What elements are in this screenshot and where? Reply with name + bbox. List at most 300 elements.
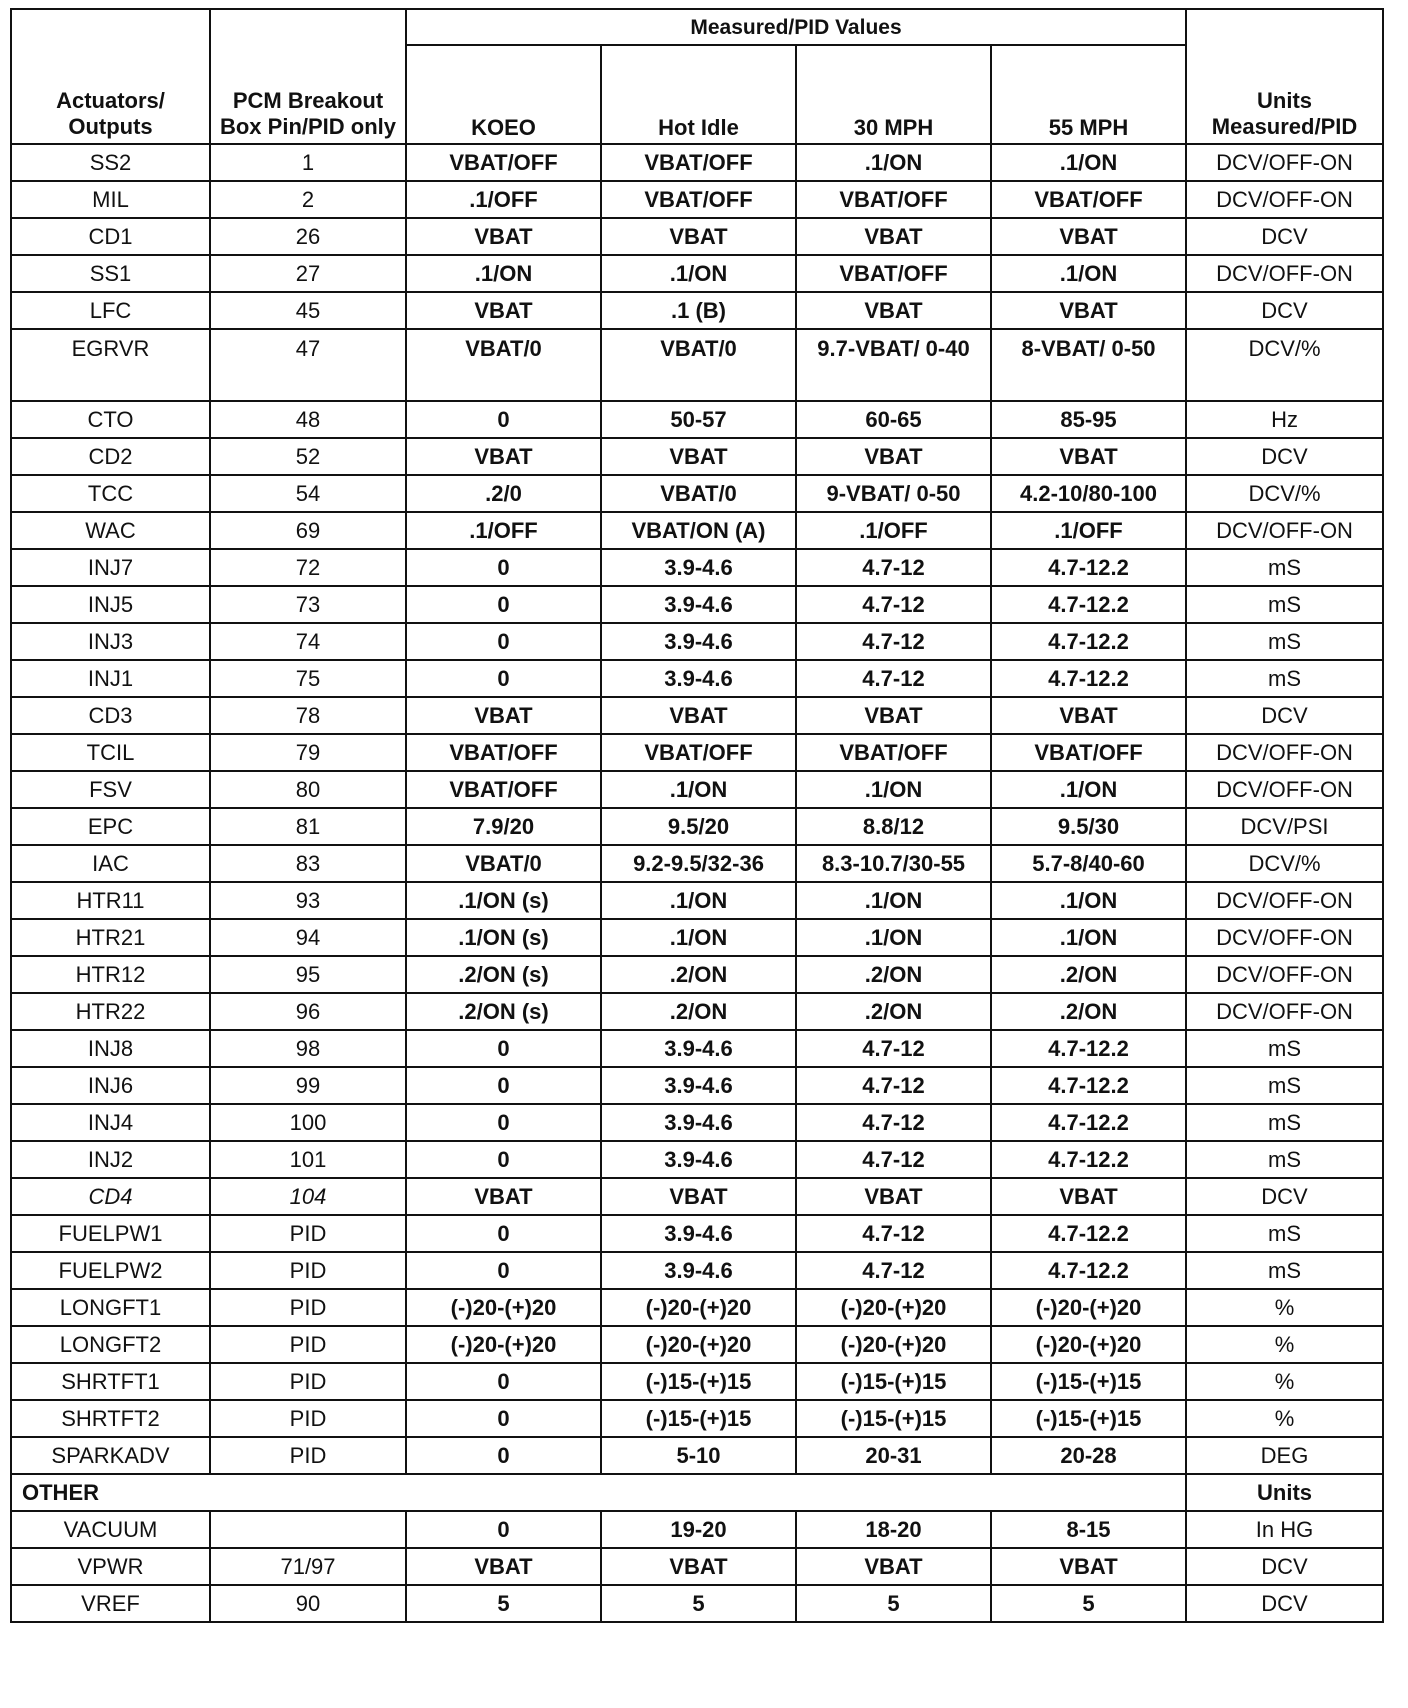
koeo-value: (-)20-(+)20: [406, 1289, 601, 1326]
pin-number: 95: [210, 956, 406, 993]
pin-number: 2: [210, 181, 406, 218]
actuator-name: INJ5: [11, 586, 210, 623]
hot-idle-value: VBAT: [601, 438, 796, 475]
55-mph-value: .1/OFF: [991, 512, 1186, 549]
units-value: mS: [1186, 1215, 1383, 1252]
55-mph-value: 4.2-10/80-100: [991, 475, 1186, 512]
actuator-name: INJ4: [11, 1104, 210, 1141]
actuator-name: CD1: [11, 218, 210, 255]
header-30-mph: 30 MPH: [796, 45, 991, 144]
hot-idle-value: 9.5/20: [601, 808, 796, 845]
30-mph-value: 4.7-12: [796, 586, 991, 623]
hot-idle-value: .1/ON: [601, 919, 796, 956]
55-mph-value: (-)20-(+)20: [991, 1289, 1186, 1326]
pin-number: PID: [210, 1326, 406, 1363]
actuator-name: CD3: [11, 697, 210, 734]
55-mph-value: VBAT: [991, 438, 1186, 475]
30-mph-value: VBAT/OFF: [796, 734, 991, 771]
hot-idle-value: (-)15-(+)15: [601, 1363, 796, 1400]
55-mph-value: VBAT: [991, 1548, 1186, 1585]
hot-idle-value: (-)20-(+)20: [601, 1289, 796, 1326]
actuator-name: INJ7: [11, 549, 210, 586]
55-mph-value: .1/ON: [991, 882, 1186, 919]
koeo-value: VBAT: [406, 292, 601, 329]
actuator-name: LFC: [11, 292, 210, 329]
actuator-name: TCIL: [11, 734, 210, 771]
hot-idle-value: 19-20: [601, 1511, 796, 1548]
30-mph-value: VBAT: [796, 1548, 991, 1585]
30-mph-value: .1/ON: [796, 882, 991, 919]
pin-number: 90: [210, 1585, 406, 1622]
actuator-name: LONGFT2: [11, 1326, 210, 1363]
koeo-value: 0: [406, 1104, 601, 1141]
header-hot-idle: Hot Idle: [601, 45, 796, 144]
koeo-value: 0: [406, 1400, 601, 1437]
other-header-row: [11, 1474, 1383, 1511]
units-value: %: [1186, 1363, 1383, 1400]
table-row: [11, 329, 1383, 401]
table-row: [11, 1437, 1383, 1474]
30-mph-value: .1/OFF: [796, 512, 991, 549]
units-value: %: [1186, 1289, 1383, 1326]
pin-number: 27: [210, 255, 406, 292]
units-value: mS: [1186, 1104, 1383, 1141]
table-row: [11, 1215, 1383, 1252]
55-mph-value: 5.7-8/40-60: [991, 845, 1186, 882]
units-value: DCV/PSI: [1186, 808, 1383, 845]
55-mph-value: 4.7-12.2: [991, 1252, 1186, 1289]
actuator-name: INJ2: [11, 1141, 210, 1178]
table-row: [11, 660, 1383, 697]
55-mph-value: VBAT: [991, 697, 1186, 734]
55-mph-value: .1/ON: [991, 771, 1186, 808]
hot-idle-value: VBAT/OFF: [601, 144, 796, 181]
30-mph-value: 4.7-12: [796, 549, 991, 586]
units-value: mS: [1186, 1252, 1383, 1289]
pin-number: 101: [210, 1141, 406, 1178]
hot-idle-value: .2/ON: [601, 993, 796, 1030]
koeo-value: 0: [406, 1252, 601, 1289]
30-mph-value: VBAT: [796, 697, 991, 734]
hot-idle-value: VBAT: [601, 1178, 796, 1215]
hot-idle-value: VBAT/OFF: [601, 734, 796, 771]
other-section-label: OTHER: [11, 1474, 1186, 1511]
pin-number: 48: [210, 401, 406, 438]
table-body: [11, 144, 1383, 1474]
koeo-value: (-)20-(+)20: [406, 1326, 601, 1363]
pin-number: PID: [210, 1252, 406, 1289]
koeo-value: VBAT/OFF: [406, 144, 601, 181]
koeo-value: .1/OFF: [406, 181, 601, 218]
units-value: Hz: [1186, 401, 1383, 438]
units-value: mS: [1186, 660, 1383, 697]
koeo-value: VBAT/0: [406, 845, 601, 882]
units-value: DCV/OFF-ON: [1186, 255, 1383, 292]
pin-number: 80: [210, 771, 406, 808]
actuator-name: FSV: [11, 771, 210, 808]
koeo-value: .2/ON (s): [406, 956, 601, 993]
table-row: [11, 1067, 1383, 1104]
30-mph-value: 4.7-12: [796, 623, 991, 660]
30-mph-value: (-)20-(+)20: [796, 1326, 991, 1363]
table-row: [11, 1585, 1383, 1622]
55-mph-value: 4.7-12.2: [991, 660, 1186, 697]
hot-idle-value: 3.9-4.6: [601, 660, 796, 697]
units-value: DCV/OFF-ON: [1186, 144, 1383, 181]
actuator-name: FUELPW2: [11, 1252, 210, 1289]
hot-idle-value: 3.9-4.6: [601, 623, 796, 660]
pin-number: 83: [210, 845, 406, 882]
30-mph-value: VBAT: [796, 292, 991, 329]
koeo-value: 0: [406, 1067, 601, 1104]
koeo-value: 0: [406, 1363, 601, 1400]
hot-idle-value: VBAT/OFF: [601, 181, 796, 218]
units-value: %: [1186, 1326, 1383, 1363]
30-mph-value: 8.3-10.7/30-55: [796, 845, 991, 882]
pin-number: 94: [210, 919, 406, 956]
hot-idle-value: VBAT/0: [601, 475, 796, 512]
55-mph-value: 4.7-12.2: [991, 586, 1186, 623]
table-row: [11, 1548, 1383, 1585]
actuator-name: MIL: [11, 181, 210, 218]
pin-number: 45: [210, 292, 406, 329]
pin-number: PID: [210, 1437, 406, 1474]
units-value: mS: [1186, 623, 1383, 660]
hot-idle-value: .1/ON: [601, 255, 796, 292]
actuator-name: HTR22: [11, 993, 210, 1030]
table-row: [11, 549, 1383, 586]
pin-number: 104: [210, 1178, 406, 1215]
table-row: [11, 1030, 1383, 1067]
55-mph-value: .1/ON: [991, 919, 1186, 956]
table-row: [11, 1326, 1383, 1363]
units-value: DCV/%: [1186, 329, 1383, 401]
table-row: [11, 845, 1383, 882]
55-mph-value: VBAT/OFF: [991, 181, 1186, 218]
table-row: [11, 586, 1383, 623]
koeo-value: VBAT/OFF: [406, 734, 601, 771]
table-row: [11, 956, 1383, 993]
30-mph-value: 8.8/12: [796, 808, 991, 845]
55-mph-value: .1/ON: [991, 255, 1186, 292]
units-value: DCV/OFF-ON: [1186, 993, 1383, 1030]
units-value: DCV: [1186, 438, 1383, 475]
hot-idle-value: .1/ON: [601, 882, 796, 919]
55-mph-value: 4.7-12.2: [991, 1215, 1186, 1252]
actuator-name: SHRTFT2: [11, 1400, 210, 1437]
55-mph-value: (-)15-(+)15: [991, 1363, 1186, 1400]
actuator-name: EGRVR: [11, 329, 210, 401]
actuator-name: WAC: [11, 512, 210, 549]
koeo-value: VBAT: [406, 697, 601, 734]
actuator-name: INJ1: [11, 660, 210, 697]
koeo-value: 0: [406, 660, 601, 697]
koeo-value: 0: [406, 1437, 601, 1474]
units-value: mS: [1186, 1141, 1383, 1178]
units-value: DCV: [1186, 1585, 1383, 1622]
pin-number: PID: [210, 1289, 406, 1326]
koeo-value: 0: [406, 549, 601, 586]
table-row: [11, 1400, 1383, 1437]
table-row: [11, 401, 1383, 438]
actuator-name: CTO: [11, 401, 210, 438]
30-mph-value: (-)15-(+)15: [796, 1400, 991, 1437]
pin-number: PID: [210, 1363, 406, 1400]
30-mph-value: VBAT: [796, 1178, 991, 1215]
30-mph-value: (-)20-(+)20: [796, 1289, 991, 1326]
hot-idle-value: 3.9-4.6: [601, 1030, 796, 1067]
koeo-value: 7.9/20: [406, 808, 601, 845]
55-mph-value: .2/ON: [991, 993, 1186, 1030]
units-value: mS: [1186, 1067, 1383, 1104]
koeo-value: .2/ON (s): [406, 993, 601, 1030]
actuator-name: EPC: [11, 808, 210, 845]
hot-idle-value: 3.9-4.6: [601, 1141, 796, 1178]
table-row: [11, 734, 1383, 771]
table-row: [11, 771, 1383, 808]
55-mph-value: 4.7-12.2: [991, 549, 1186, 586]
koeo-value: 0: [406, 1511, 601, 1548]
table-row: [11, 144, 1383, 181]
30-mph-value: .1/ON: [796, 919, 991, 956]
55-mph-value: (-)15-(+)15: [991, 1400, 1186, 1437]
actuator-name: IAC: [11, 845, 210, 882]
koeo-value: VBAT: [406, 1548, 601, 1585]
hot-idle-value: 3.9-4.6: [601, 1067, 796, 1104]
units-value: DCV: [1186, 1548, 1383, 1585]
hot-idle-value: 3.9-4.6: [601, 1252, 796, 1289]
pin-number: 73: [210, 586, 406, 623]
55-mph-value: 9.5/30: [991, 808, 1186, 845]
koeo-value: VBAT: [406, 218, 601, 255]
table-row: [11, 218, 1383, 255]
55-mph-value: 4.7-12.2: [991, 1067, 1186, 1104]
pcm-reference-table-sheet: [10, 8, 1382, 1623]
55-mph-value: 8-VBAT/ 0-50: [991, 329, 1186, 401]
pin-number: 26: [210, 218, 406, 255]
30-mph-value: .1/ON: [796, 771, 991, 808]
units-value: DEG: [1186, 1437, 1383, 1474]
hot-idle-value: VBAT: [601, 697, 796, 734]
pin-number: 100: [210, 1104, 406, 1141]
table-row: [11, 255, 1383, 292]
table-row: [11, 1141, 1383, 1178]
actuator-name: TCC: [11, 475, 210, 512]
hot-idle-value: .2/ON: [601, 956, 796, 993]
30-mph-value: 4.7-12: [796, 1252, 991, 1289]
actuator-name: VREF: [11, 1585, 210, 1622]
koeo-value: 0: [406, 1141, 601, 1178]
units-value: DCV/OFF-ON: [1186, 919, 1383, 956]
koeo-value: 0: [406, 623, 601, 660]
hot-idle-value: VBAT/ON (A): [601, 512, 796, 549]
actuator-name: INJ8: [11, 1030, 210, 1067]
table-row: [11, 512, 1383, 549]
table-row: [11, 993, 1383, 1030]
hot-idle-value: (-)20-(+)20: [601, 1326, 796, 1363]
actuator-name: VPWR: [11, 1548, 210, 1585]
units-value: DCV: [1186, 697, 1383, 734]
pcm-reference-table: [10, 8, 1384, 1623]
koeo-value: 0: [406, 1215, 601, 1252]
koeo-value: .1/ON: [406, 255, 601, 292]
pin-number: 71/97: [210, 1548, 406, 1585]
actuator-name: SS2: [11, 144, 210, 181]
table-row: [11, 438, 1383, 475]
30-mph-value: 20-31: [796, 1437, 991, 1474]
55-mph-value: VBAT/OFF: [991, 734, 1186, 771]
pin-number: 54: [210, 475, 406, 512]
actuator-name: VACUUM: [11, 1511, 210, 1548]
table-header: [11, 9, 1383, 144]
header-55-mph: 55 MPH: [991, 45, 1186, 144]
table-row: [11, 1511, 1383, 1548]
hot-idle-value: VBAT: [601, 1548, 796, 1585]
actuator-name: INJ3: [11, 623, 210, 660]
30-mph-value: 5: [796, 1585, 991, 1622]
table-row: [11, 292, 1383, 329]
table-row: [11, 181, 1383, 218]
30-mph-value: 4.7-12: [796, 1141, 991, 1178]
55-mph-value: 4.7-12.2: [991, 1141, 1186, 1178]
55-mph-value: 4.7-12.2: [991, 1104, 1186, 1141]
hot-idle-value: (-)15-(+)15: [601, 1400, 796, 1437]
pin-number: 75: [210, 660, 406, 697]
pin-number: 72: [210, 549, 406, 586]
hot-idle-value: .1 (B): [601, 292, 796, 329]
pin-number: PID: [210, 1215, 406, 1252]
30-mph-value: VBAT: [796, 218, 991, 255]
pin-number: 79: [210, 734, 406, 771]
table-row: [11, 919, 1383, 956]
30-mph-value: VBAT: [796, 438, 991, 475]
55-mph-value: (-)20-(+)20: [991, 1326, 1186, 1363]
koeo-value: 0: [406, 401, 601, 438]
table-row: [11, 882, 1383, 919]
koeo-value: 5: [406, 1585, 601, 1622]
30-mph-value: (-)15-(+)15: [796, 1363, 991, 1400]
units-value: DCV: [1186, 292, 1383, 329]
actuator-name: INJ6: [11, 1067, 210, 1104]
hot-idle-value: VBAT: [601, 218, 796, 255]
30-mph-value: 4.7-12: [796, 660, 991, 697]
units-value: mS: [1186, 549, 1383, 586]
55-mph-value: VBAT: [991, 292, 1186, 329]
table-row: [11, 1252, 1383, 1289]
55-mph-value: 4.7-12.2: [991, 1030, 1186, 1067]
30-mph-value: .1/ON: [796, 144, 991, 181]
55-mph-value: 4.7-12.2: [991, 623, 1186, 660]
units-value: In HG: [1186, 1511, 1383, 1548]
30-mph-value: 4.7-12: [796, 1215, 991, 1252]
header-measured-group: Measured/PID Values: [406, 9, 1186, 45]
pin-number: 74: [210, 623, 406, 660]
55-mph-value: 5: [991, 1585, 1186, 1622]
hot-idle-value: 50-57: [601, 401, 796, 438]
units-value: DCV/OFF-ON: [1186, 956, 1383, 993]
30-mph-value: .2/ON: [796, 956, 991, 993]
table-row: [11, 1289, 1383, 1326]
55-mph-value: .2/ON: [991, 956, 1186, 993]
actuator-name: HTR11: [11, 882, 210, 919]
55-mph-value: 85-95: [991, 401, 1186, 438]
koeo-value: 0: [406, 1030, 601, 1067]
actuator-name: CD2: [11, 438, 210, 475]
actuator-name: SPARKADV: [11, 1437, 210, 1474]
units-value: mS: [1186, 1030, 1383, 1067]
pin-number: PID: [210, 1400, 406, 1437]
units-value: DCV/OFF-ON: [1186, 734, 1383, 771]
pin-number: 69: [210, 512, 406, 549]
actuator-name: HTR12: [11, 956, 210, 993]
koeo-value: 0: [406, 586, 601, 623]
hot-idle-value: 5: [601, 1585, 796, 1622]
koeo-value: VBAT: [406, 1178, 601, 1215]
koeo-value: VBAT: [406, 438, 601, 475]
pin-number: 81: [210, 808, 406, 845]
30-mph-value: 4.7-12: [796, 1104, 991, 1141]
30-mph-value: VBAT/OFF: [796, 181, 991, 218]
pin-number: 96: [210, 993, 406, 1030]
hot-idle-value: 3.9-4.6: [601, 1104, 796, 1141]
units-value: DCV/OFF-ON: [1186, 512, 1383, 549]
units-value: DCV: [1186, 1178, 1383, 1215]
actuator-name: CD4: [11, 1178, 210, 1215]
actuator-name: SHRTFT1: [11, 1363, 210, 1400]
hot-idle-value: 5-10: [601, 1437, 796, 1474]
pin-number: 99: [210, 1067, 406, 1104]
hot-idle-value: VBAT/0: [601, 329, 796, 401]
table-row: [11, 808, 1383, 845]
pin-number: 47: [210, 329, 406, 401]
55-mph-value: VBAT: [991, 218, 1186, 255]
table-row: [11, 697, 1383, 734]
koeo-value: VBAT/0: [406, 329, 601, 401]
30-mph-value: 4.7-12: [796, 1030, 991, 1067]
hot-idle-value: 3.9-4.6: [601, 1215, 796, 1252]
header-units: Units Measured/PID: [1186, 9, 1383, 144]
pin-number: 52: [210, 438, 406, 475]
table-row: [11, 475, 1383, 512]
table-row: [11, 1363, 1383, 1400]
30-mph-value: .2/ON: [796, 993, 991, 1030]
units-value: DCV/OFF-ON: [1186, 771, 1383, 808]
pin-number: [210, 1511, 406, 1548]
30-mph-value: 18-20: [796, 1511, 991, 1548]
30-mph-value: 4.7-12: [796, 1067, 991, 1104]
koeo-value: .1/ON (s): [406, 882, 601, 919]
units-value: DCV/%: [1186, 845, 1383, 882]
55-mph-value: 8-15: [991, 1511, 1186, 1548]
30-mph-value: VBAT/OFF: [796, 255, 991, 292]
30-mph-value: 60-65: [796, 401, 991, 438]
units-value: DCV/%: [1186, 475, 1383, 512]
hot-idle-value: 3.9-4.6: [601, 586, 796, 623]
55-mph-value: .1/ON: [991, 144, 1186, 181]
55-mph-value: VBAT: [991, 1178, 1186, 1215]
actuator-name: FUELPW1: [11, 1215, 210, 1252]
units-value: mS: [1186, 586, 1383, 623]
pin-number: 98: [210, 1030, 406, 1067]
koeo-value: .1/OFF: [406, 512, 601, 549]
pin-number: 1: [210, 144, 406, 181]
units-value: DCV: [1186, 218, 1383, 255]
units-value: %: [1186, 1400, 1383, 1437]
pin-number: 93: [210, 882, 406, 919]
30-mph-value: 9-VBAT/ 0-50: [796, 475, 991, 512]
hot-idle-value: 9.2-9.5/32-36: [601, 845, 796, 882]
koeo-value: .2/0: [406, 475, 601, 512]
